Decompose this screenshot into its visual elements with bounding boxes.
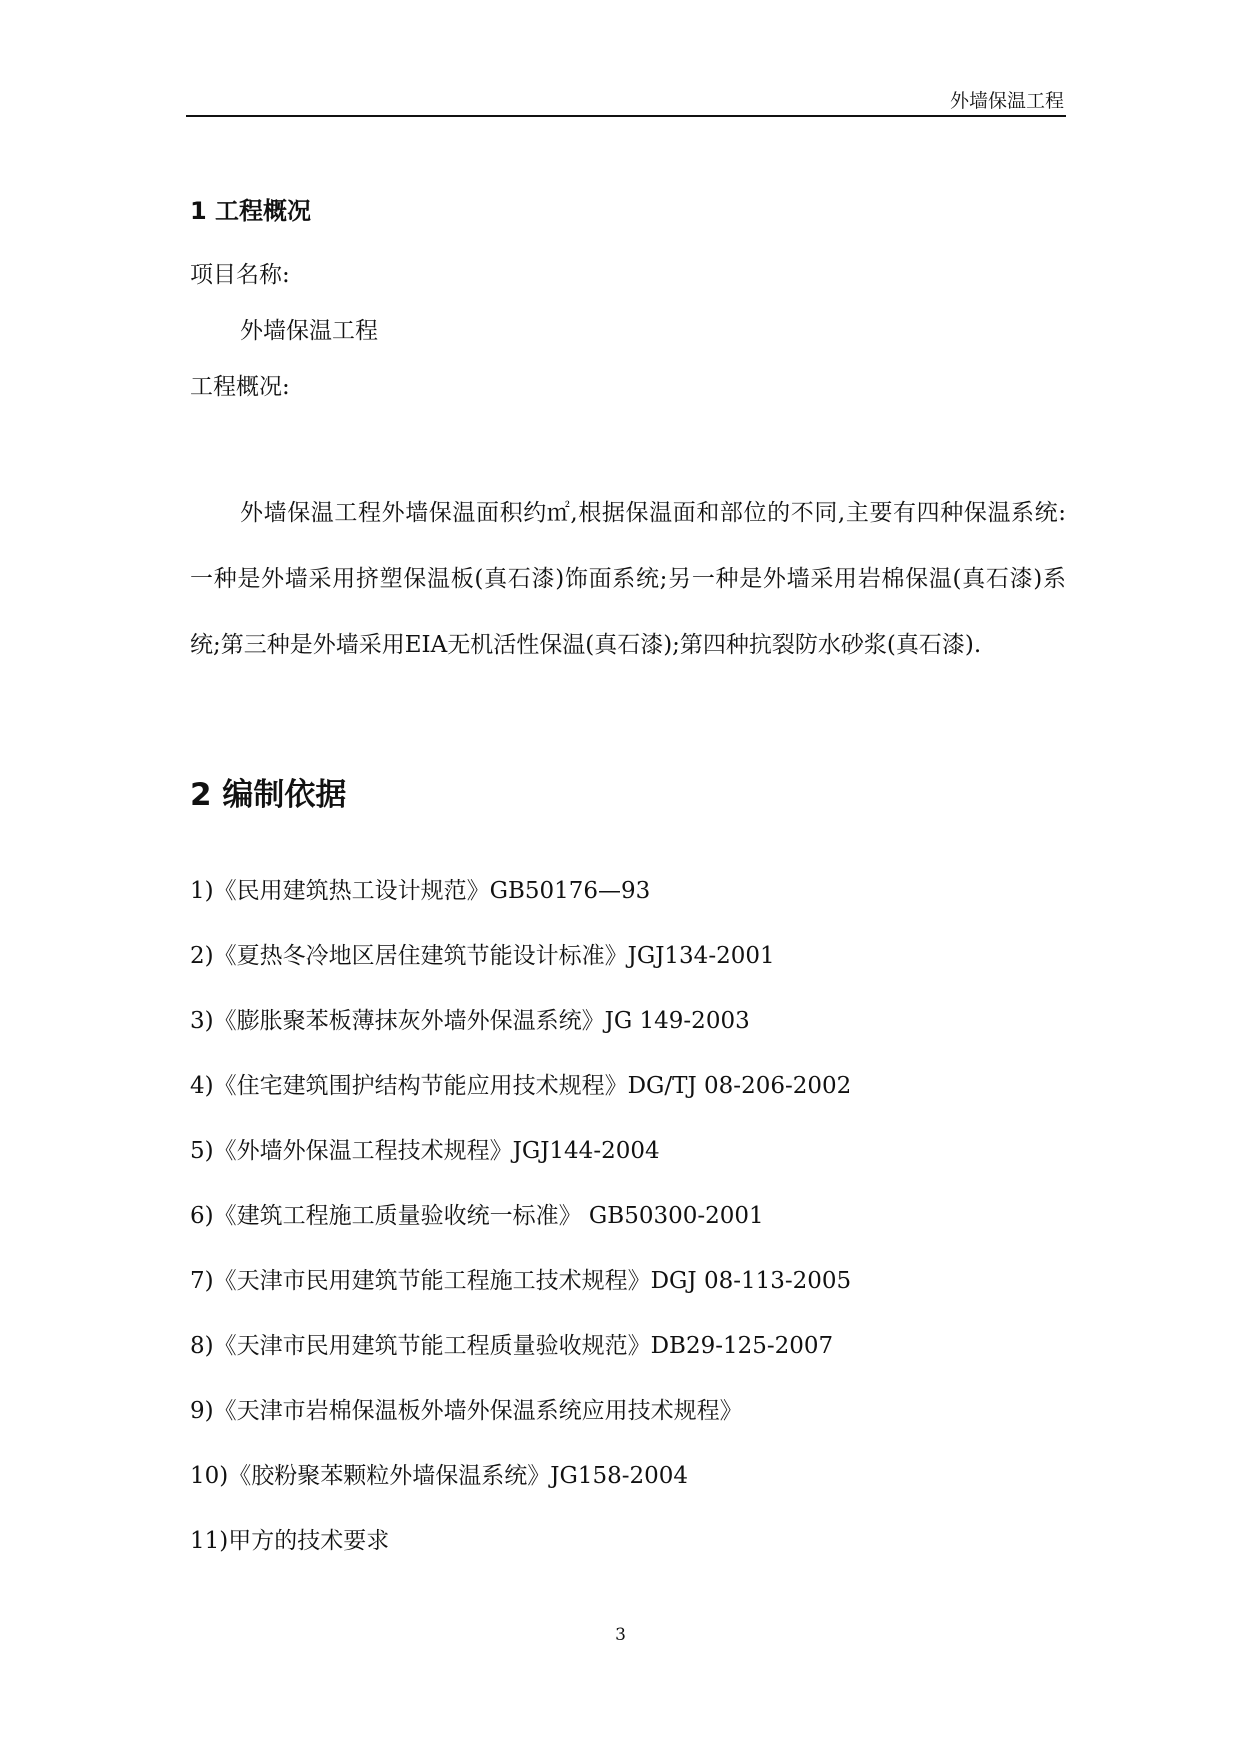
section-1-heading: 1 工程概况 — [190, 197, 312, 225]
project-name-value: 外墙保温工程 — [240, 318, 378, 344]
section-2-heading: 2 编制依据 — [190, 777, 347, 813]
reference-item: 5)《外墙外保温工程技术规程》JGJ144-2004 — [190, 1138, 660, 1164]
reference-item: 7)《天津市民用建筑节能工程施工技术规程》DGJ 08-113-2005 — [190, 1268, 852, 1294]
overview-paragraph: 外墙保温工程外墙保温面积约㎡,根据保温面和部位的不同,主要有四种保温系统:一种是外墙采用挤塑保温板(真石漆)饰面系统;另一种是外墙采用岩棉保温(真石漆)系统;第三种是外墙采用EIA无机活性保温(真石漆);第四种抗裂防水砂浆(真石漆). — [190, 500, 1066, 658]
header-title: 外墙保温工程 — [949, 90, 1064, 112]
page-number: 3 — [615, 1625, 626, 1645]
reference-item: 10)《胶粉聚苯颗粒外墙保温系统》JG158-2004 — [190, 1463, 689, 1489]
reference-item: 8)《天津市民用建筑节能工程质量验收规范》DB29-125-2007 — [190, 1333, 834, 1359]
overview-label: 工程概况: — [190, 374, 290, 400]
reference-list — [190, 876, 851, 1591]
reference-item: 9)《天津市岩棉保温板外墙外保温系统应用技术规程》 — [190, 1398, 743, 1424]
project-name-label: 项目名称: — [190, 262, 290, 288]
reference-item: 3)《膨胀聚苯板薄抹灰外墙外保温系统》JG 149-2003 — [190, 1008, 750, 1034]
reference-item: 1)《民用建筑热工设计规范》GB50176—93 — [190, 878, 651, 904]
reference-item: 11)甲方的技术要求 — [190, 1528, 390, 1554]
page-header — [186, 84, 1066, 117]
reference-item: 4)《住宅建筑围护结构节能应用技术规程》DG/TJ 08-206-2002 — [190, 1073, 852, 1099]
reference-item: 2)《夏热冬冷地区居住建筑节能设计标准》JGJ134-2001 — [190, 943, 775, 969]
reference-item: 6)《建筑工程施工质量验收统一标准》 GB50300-2001 — [190, 1203, 764, 1229]
